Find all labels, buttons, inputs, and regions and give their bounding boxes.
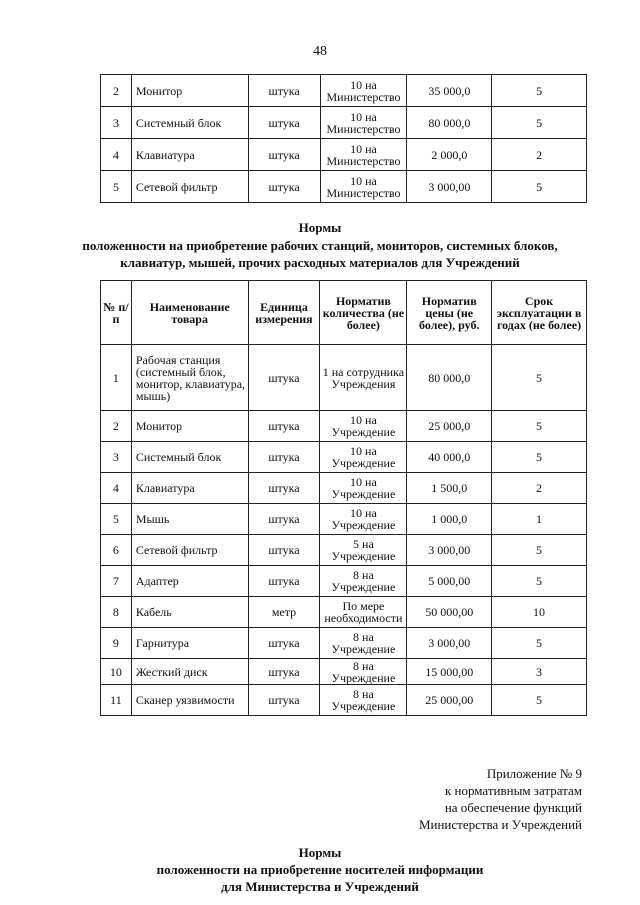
cell-term: 5 [492,566,587,597]
cell-unit: штука [248,685,320,716]
cell-number: 3 [101,107,132,139]
table-row [101,139,587,171]
cell-number: 2 [101,75,132,107]
cell-term: 5 [492,75,587,107]
page-number: 48 [313,44,327,59]
cell-term: 5 [492,107,587,139]
cell-quantity: 10 на Учреждение [320,504,407,535]
cell-number: 11 [101,685,132,716]
cell-unit: штука [248,171,320,203]
cell-unit: штука [248,345,320,411]
cell-number: 1 [101,345,132,411]
cell-price: 3 000,00 [407,535,492,566]
table-row [101,411,587,442]
cell-name: Системный блок [131,442,248,473]
cell-price: 1 500,0 [407,473,492,504]
header-quantity: Норматив количества (не более) [320,281,407,345]
cell-term: 5 [492,535,587,566]
cell-name: Системный блок [131,107,248,139]
cell-unit: штука [248,75,320,107]
cell-quantity: 8 на Учреждение [320,628,407,659]
cell-unit: штука [248,659,320,685]
cell-quantity: 8 на Учреждение [320,685,407,716]
cell-quantity: 1 на сотрудника Учреждения [320,345,407,411]
table-row [101,628,587,659]
cell-number: 4 [101,473,132,504]
cell-term: 2 [492,139,587,171]
cell-term: 5 [492,345,587,411]
table-row [101,597,587,628]
table-row [101,107,587,139]
table-row [101,442,587,473]
section1-subtitle-line2: клавиатур, мышей, прочих расходных материалов для Учреждений [120,255,520,270]
table-row [101,504,587,535]
annex-line2: к нормативным затратам [444,783,582,798]
header-number: № п/п [101,281,132,345]
cell-unit: штука [248,107,320,139]
cell-term: 5 [492,685,587,716]
cell-quantity: 8 на Учреждение [320,566,407,597]
table-row [101,566,587,597]
table-row [101,659,587,685]
cell-quantity: 5 на Учреждение [320,535,407,566]
cell-price: 25 000,00 [407,685,492,716]
cell-unit: штука [248,139,320,171]
cell-price: 80 000,0 [407,345,492,411]
cell-price: 2 000,0 [407,139,492,171]
cell-quantity: 10 на Министерство [320,75,407,107]
cell-price: 3 000,00 [407,628,492,659]
cell-price: 80 000,0 [407,107,492,139]
cell-number: 3 [101,442,132,473]
table-header-row [101,281,587,345]
cell-name: Монитор [131,411,248,442]
cell-name: Клавиатура [131,139,248,171]
cell-name: Кабель [131,597,248,628]
cell-price: 5 000,00 [407,566,492,597]
table-row [101,75,587,107]
section1-title: Нормы [298,220,342,235]
cell-number: 2 [101,411,132,442]
header-name: Наименование товара [131,281,248,345]
cell-quantity: 10 на Учреждение [320,411,407,442]
cell-unit: штука [248,442,320,473]
section2-subtitle-line2: для Министерства и Учреждений [221,879,419,894]
section2-subtitle-line1: положенности на приобретение носителей информации [156,862,484,877]
cell-name: Монитор [131,75,248,107]
cell-term: 3 [492,659,587,685]
cell-unit: штука [248,566,320,597]
cell-price: 1 000,0 [407,504,492,535]
cell-number: 4 [101,139,132,171]
cell-number: 5 [101,171,132,203]
section2-title: Нормы [298,845,342,860]
cell-name: Мышь [131,504,248,535]
cell-name: Рабочая станция (системный блок, монитор, клавиатура, мышь) [131,345,248,411]
table-row [101,685,587,716]
cell-term: 10 [492,597,587,628]
table-row [101,171,587,203]
cell-unit: штука [248,628,320,659]
cell-term: 5 [492,442,587,473]
cell-name: Гарнитура [131,628,248,659]
top-table [100,74,587,203]
table-row [101,535,587,566]
header-unit: Единица измерения [248,281,320,345]
cell-unit: штука [248,535,320,566]
cell-number: 8 [101,597,132,628]
cell-quantity: 10 на Министерство [320,107,407,139]
cell-number: 7 [101,566,132,597]
cell-unit: штука [248,411,320,442]
cell-term: 5 [492,411,587,442]
cell-name: Адаптер [131,566,248,597]
cell-number: 10 [101,659,132,685]
cell-number: 6 [101,535,132,566]
cell-term: 5 [492,628,587,659]
section1-subtitle-line1: положенности на приобретение рабочих станций, мониторов, системных блоков, [82,238,558,253]
cell-price: 35 000,0 [407,75,492,107]
norms-table [100,280,587,716]
cell-quantity: 10 на Министерство [320,171,407,203]
cell-quantity: 10 на Учреждение [320,473,407,504]
cell-number: 9 [101,628,132,659]
cell-price: 50 000,00 [407,597,492,628]
header-price: Норматив цены (не более), руб. [407,281,492,345]
table-row [101,345,587,411]
annex-line3: на обеспечение функций [444,800,582,815]
cell-unit: штука [248,504,320,535]
cell-quantity: 8 на Учреждение [320,659,407,685]
cell-term: 1 [492,504,587,535]
annex-line4: Министерства и Учреждений [418,817,582,832]
cell-price: 15 000,00 [407,659,492,685]
cell-quantity: 10 на Министерство [320,139,407,171]
table-row [101,473,587,504]
cell-name: Сканер уязвимости [131,685,248,716]
cell-quantity: 10 на Учреждение [320,442,407,473]
cell-unit: метр [248,597,320,628]
cell-name: Жесткий диск [131,659,248,685]
cell-name: Сетевой фильтр [131,171,248,203]
cell-price: 40 000,0 [407,442,492,473]
cell-term: 5 [492,171,587,203]
cell-price: 3 000,00 [407,171,492,203]
cell-unit: штука [248,473,320,504]
header-term: Срок эксплуатации в годах (не более) [492,281,587,345]
cell-name: Сетевой фильтр [131,535,248,566]
cell-number: 5 [101,504,132,535]
cell-price: 25 000,0 [407,411,492,442]
cell-name: Клавиатура [131,473,248,504]
cell-term: 2 [492,473,587,504]
annex-line1: Приложение № 9 [486,766,582,781]
annex-note [419,765,582,833]
cell-quantity: По мере необходимости [320,597,407,628]
